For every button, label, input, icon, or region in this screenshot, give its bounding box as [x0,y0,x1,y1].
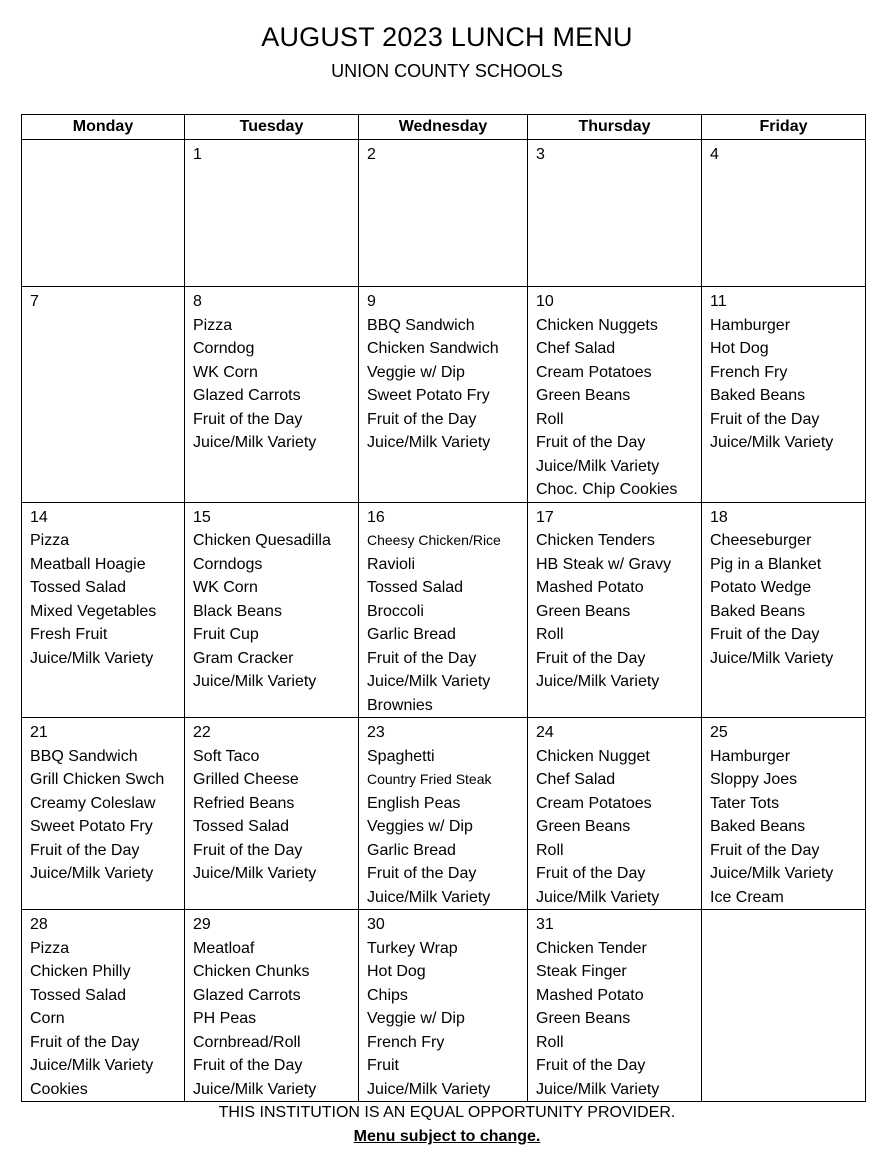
menu-item: Soft Taco [193,747,260,765]
menu-item: Glazed Carrots [193,986,301,1004]
menu-item: Fruit of the Day [536,865,646,882]
menu-item: Chicken Sandwich [367,340,499,357]
menu-item: Cornbread/Roll [193,1033,301,1051]
menu-item: Fruit of the Day [367,649,477,667]
menu-item: Sloppy Joes [710,771,798,788]
day-cell [185,140,359,287]
menu-item: Refried Beans [193,794,295,812]
menu-item: Mashed Potato [536,986,644,1004]
menu-item: Hot Dog [710,340,769,357]
menu-item: Tossed Salad [367,579,464,596]
menu-item: Chef Salad [536,771,616,788]
week-row [22,910,866,1102]
menu-item: Black Beans [193,602,282,620]
day-number: 22 [193,724,211,741]
weekday-header: Wednesday [359,115,528,140]
menu-item: Roll [536,626,564,643]
weekday-header: Thursday [528,115,702,140]
week-row [22,718,866,910]
page-title: AUGUST 2023 LUNCH MENU [261,22,633,52]
day-number: 21 [30,724,48,741]
menu-calendar [21,114,866,1102]
menu-item: Glazed Carrots [193,387,301,404]
day-number: 7 [30,293,39,310]
menu-item: Mashed Potato [536,579,644,596]
weekday-header-row [22,115,866,140]
day-number: 9 [367,293,376,310]
menu-item: Fruit of the Day [193,1057,303,1074]
menu-item: Ice Cream [710,888,784,906]
day-cell [22,910,185,1102]
day-cell [528,140,702,287]
menu-item: Mixed Vegetables [30,602,157,620]
menu-item: Baked Beans [710,387,806,404]
menu-item: Chef Salad [536,340,616,357]
weekday-header: Monday [22,115,185,140]
day-cell [702,718,866,910]
menu-item: Steak Finger [536,963,627,980]
day-cell [22,287,185,503]
menu-item: Fruit of the Day [710,626,820,643]
menu-item: Sweet Potato Fry [367,387,490,404]
menu-item: Broccoli [367,602,424,620]
menu-item: Roll [536,841,564,859]
menu-item: Hot Dog [367,963,426,980]
menu-item: HB Steak w/ Gravy [536,555,672,573]
day-number: 30 [367,916,385,933]
menu-item: Green Beans [536,387,631,404]
day-number: 28 [30,916,48,933]
menu-item: Pizza [30,939,70,957]
menu-item: Juice/Milk Variety [710,649,834,667]
menu-item: Meatloaf [193,939,255,957]
menu-item: Chicken Nugget [536,747,650,765]
menu-item: French Fry [710,363,788,381]
day-number: 1 [193,146,202,163]
day-cell [185,910,359,1102]
menu-item: Corndog [193,340,255,357]
week-row [22,502,866,718]
menu-item: Corndogs [193,555,263,573]
menu-item: Cheesy Chicken/Rice [367,532,501,548]
week-row [22,140,866,287]
menu-item: Potato Wedge [710,579,812,596]
menu-item: Baked Beans [710,602,806,620]
menu-item: Tossed Salad [30,986,127,1004]
menu-item: Veggie w/ Dip [367,1010,465,1027]
day-number: 4 [710,146,719,163]
menu-item: Fruit of the Day [536,1057,646,1074]
menu-item: Tossed Salad [30,579,127,596]
menu-item: Garlic Bread [367,626,456,643]
menu-item: Fruit of the Day [367,865,477,882]
menu-item: Cream Potatoes [536,363,652,381]
menu-item: Tossed Salad [193,818,290,835]
menu-item: Roll [536,410,564,428]
menu-item: Cheeseburger [710,532,812,549]
menu-item: Green Beans [536,1010,631,1027]
menu-item: Juice/Milk Variety [367,434,491,451]
menu-item: Cream Potatoes [536,794,652,812]
day-number: 24 [536,724,554,741]
menu-item: Fruit of the Day [536,434,646,451]
menu-item: Grill Chicken Swch [30,771,165,788]
day-cell [22,718,185,910]
day-number: 3 [536,146,545,163]
menu-item: Tater Tots [710,794,780,812]
weekday-header: Friday [702,115,866,140]
day-cell [185,502,359,718]
day-cell [702,287,866,503]
menu-item: Baked Beans [710,818,806,835]
menu-item: Fruit Cup [193,626,259,643]
menu-item: Chicken Chunks [193,963,310,980]
day-cell [22,502,185,718]
menu-item: WK Corn [193,579,258,596]
menu-item: Juice/Milk Variety [536,1080,660,1098]
day-cell [528,502,702,718]
menu-item: Chicken Tender [536,939,647,957]
menu-item: Juice/Milk Variety [536,457,660,475]
menu-item: BBQ Sandwich [30,747,138,765]
menu-item: Juice/Milk Variety [193,865,317,882]
menu-item: Spaghetti [367,747,435,765]
day-number: 18 [710,508,728,526]
menu-item: Roll [536,1033,564,1051]
week-row [22,287,866,503]
menu-item: Garlic Bread [367,841,456,859]
menu-item: French Fry [367,1033,445,1051]
day-number: 17 [536,508,554,526]
menu-item: Fruit of the Day [193,841,303,859]
day-cell [702,140,866,287]
menu-item: Veggie w/ Dip [367,363,465,381]
menu-item: Fruit of the Day [536,649,646,667]
menu-item: Choc. Chip Cookies [536,481,678,498]
menu-item: Juice/Milk Variety [367,1080,491,1098]
day-number: 14 [30,508,48,526]
menu-item: Pizza [30,532,70,549]
menu-item: Pizza [193,316,233,334]
menu-item: Juice/Milk Variety [193,673,317,690]
day-cell [359,287,528,503]
day-number: 16 [367,508,385,526]
menu-item: Hamburger [710,316,791,334]
menu-item: Brownies [367,696,433,714]
menu-item: Chicken Nuggets [536,316,658,334]
menu-item: Creamy Coleslaw [30,794,156,812]
menu-item: Chicken Philly [30,963,131,980]
menu-item: Green Beans [536,602,631,620]
menu-item: Fruit of the Day [710,841,820,859]
day-cell [22,140,185,287]
menu-item: Juice/Milk Variety [30,1057,154,1074]
menu-item: Grilled Cheese [193,771,299,788]
menu-item: Fruit of the Day [193,410,303,428]
menu-item: Juice/Milk Variety [193,434,317,451]
menu-item: Gram Cracker [193,649,294,667]
menu-item: Juice/Milk Variety [710,865,834,882]
menu-item: Chicken Quesadilla [193,532,331,549]
menu-item: WK Corn [193,363,258,381]
menu-item: Turkey Wrap [367,939,458,957]
day-number: 25 [710,724,728,741]
day-number: 2 [367,146,376,163]
menu-item: Fruit of the Day [30,841,140,859]
day-number: 23 [367,724,385,741]
menu-item: Hamburger [710,747,791,765]
menu-item: Juice/Milk Variety [30,865,154,882]
menu-item: Cookies [30,1080,88,1098]
menu-item: Fruit of the Day [367,410,477,428]
day-cell [185,287,359,503]
day-number: 15 [193,508,211,526]
menu-item: Veggies w/ Dip [367,818,473,835]
menu-item: Corn [30,1010,65,1027]
menu-item: Juice/Milk Variety [536,888,660,906]
menu-item: Sweet Potato Fry [30,818,153,835]
day-cell [528,910,702,1102]
menu-item: Fruit [367,1057,399,1074]
day-cell [359,910,528,1102]
menu-item: Juice/Milk Variety [193,1080,317,1098]
day-cell [528,287,702,503]
menu-item: Chips [367,986,408,1004]
menu-item: Fruit of the Day [30,1033,140,1051]
day-cell [359,502,528,718]
menu-item: Country Fried Steak [367,771,492,787]
page-subtitle: UNION COUNTY SCHOOLS [331,61,563,81]
day-number: 10 [536,293,554,310]
menu-item: Fruit of the Day [710,410,820,428]
day-number: 31 [536,916,554,933]
menu-item: BBQ Sandwich [367,316,475,334]
menu-item: Ravioli [367,555,416,573]
menu-item: PH Peas [193,1010,257,1027]
menu-item: Juice/Milk Variety [367,673,491,690]
day-cell [185,718,359,910]
day-number: 29 [193,916,211,933]
menu-item: Juice/Milk Variety [710,434,834,451]
day-number: 8 [193,293,202,310]
day-cell [359,718,528,910]
day-cell [702,502,866,718]
calendar-body [22,140,866,1102]
weekday-header: Tuesday [185,115,359,140]
menu-item: English Peas [367,794,461,812]
day-cell [702,910,866,1102]
menu-item: Fresh Fruit [30,626,108,643]
menu-item: Chicken Tenders [536,532,655,549]
menu-item: Juice/Milk Variety [30,649,154,667]
menu-item: Pig in a Blanket [710,555,822,573]
day-cell [528,718,702,910]
menu-item: Meatball Hoagie [30,555,146,573]
day-number: 11 [710,293,727,310]
menu-disclaimer: Menu subject to change. [353,1128,541,1145]
menu-item: Juice/Milk Variety [367,888,491,906]
menu-item: Juice/Milk Variety [536,673,660,690]
equal-opportunity-notice: THIS INSTITUTION IS AN EQUAL OPPORTUNITY PROVIDER. [218,1104,676,1121]
menu-item: Green Beans [536,818,631,835]
day-cell [359,140,528,287]
